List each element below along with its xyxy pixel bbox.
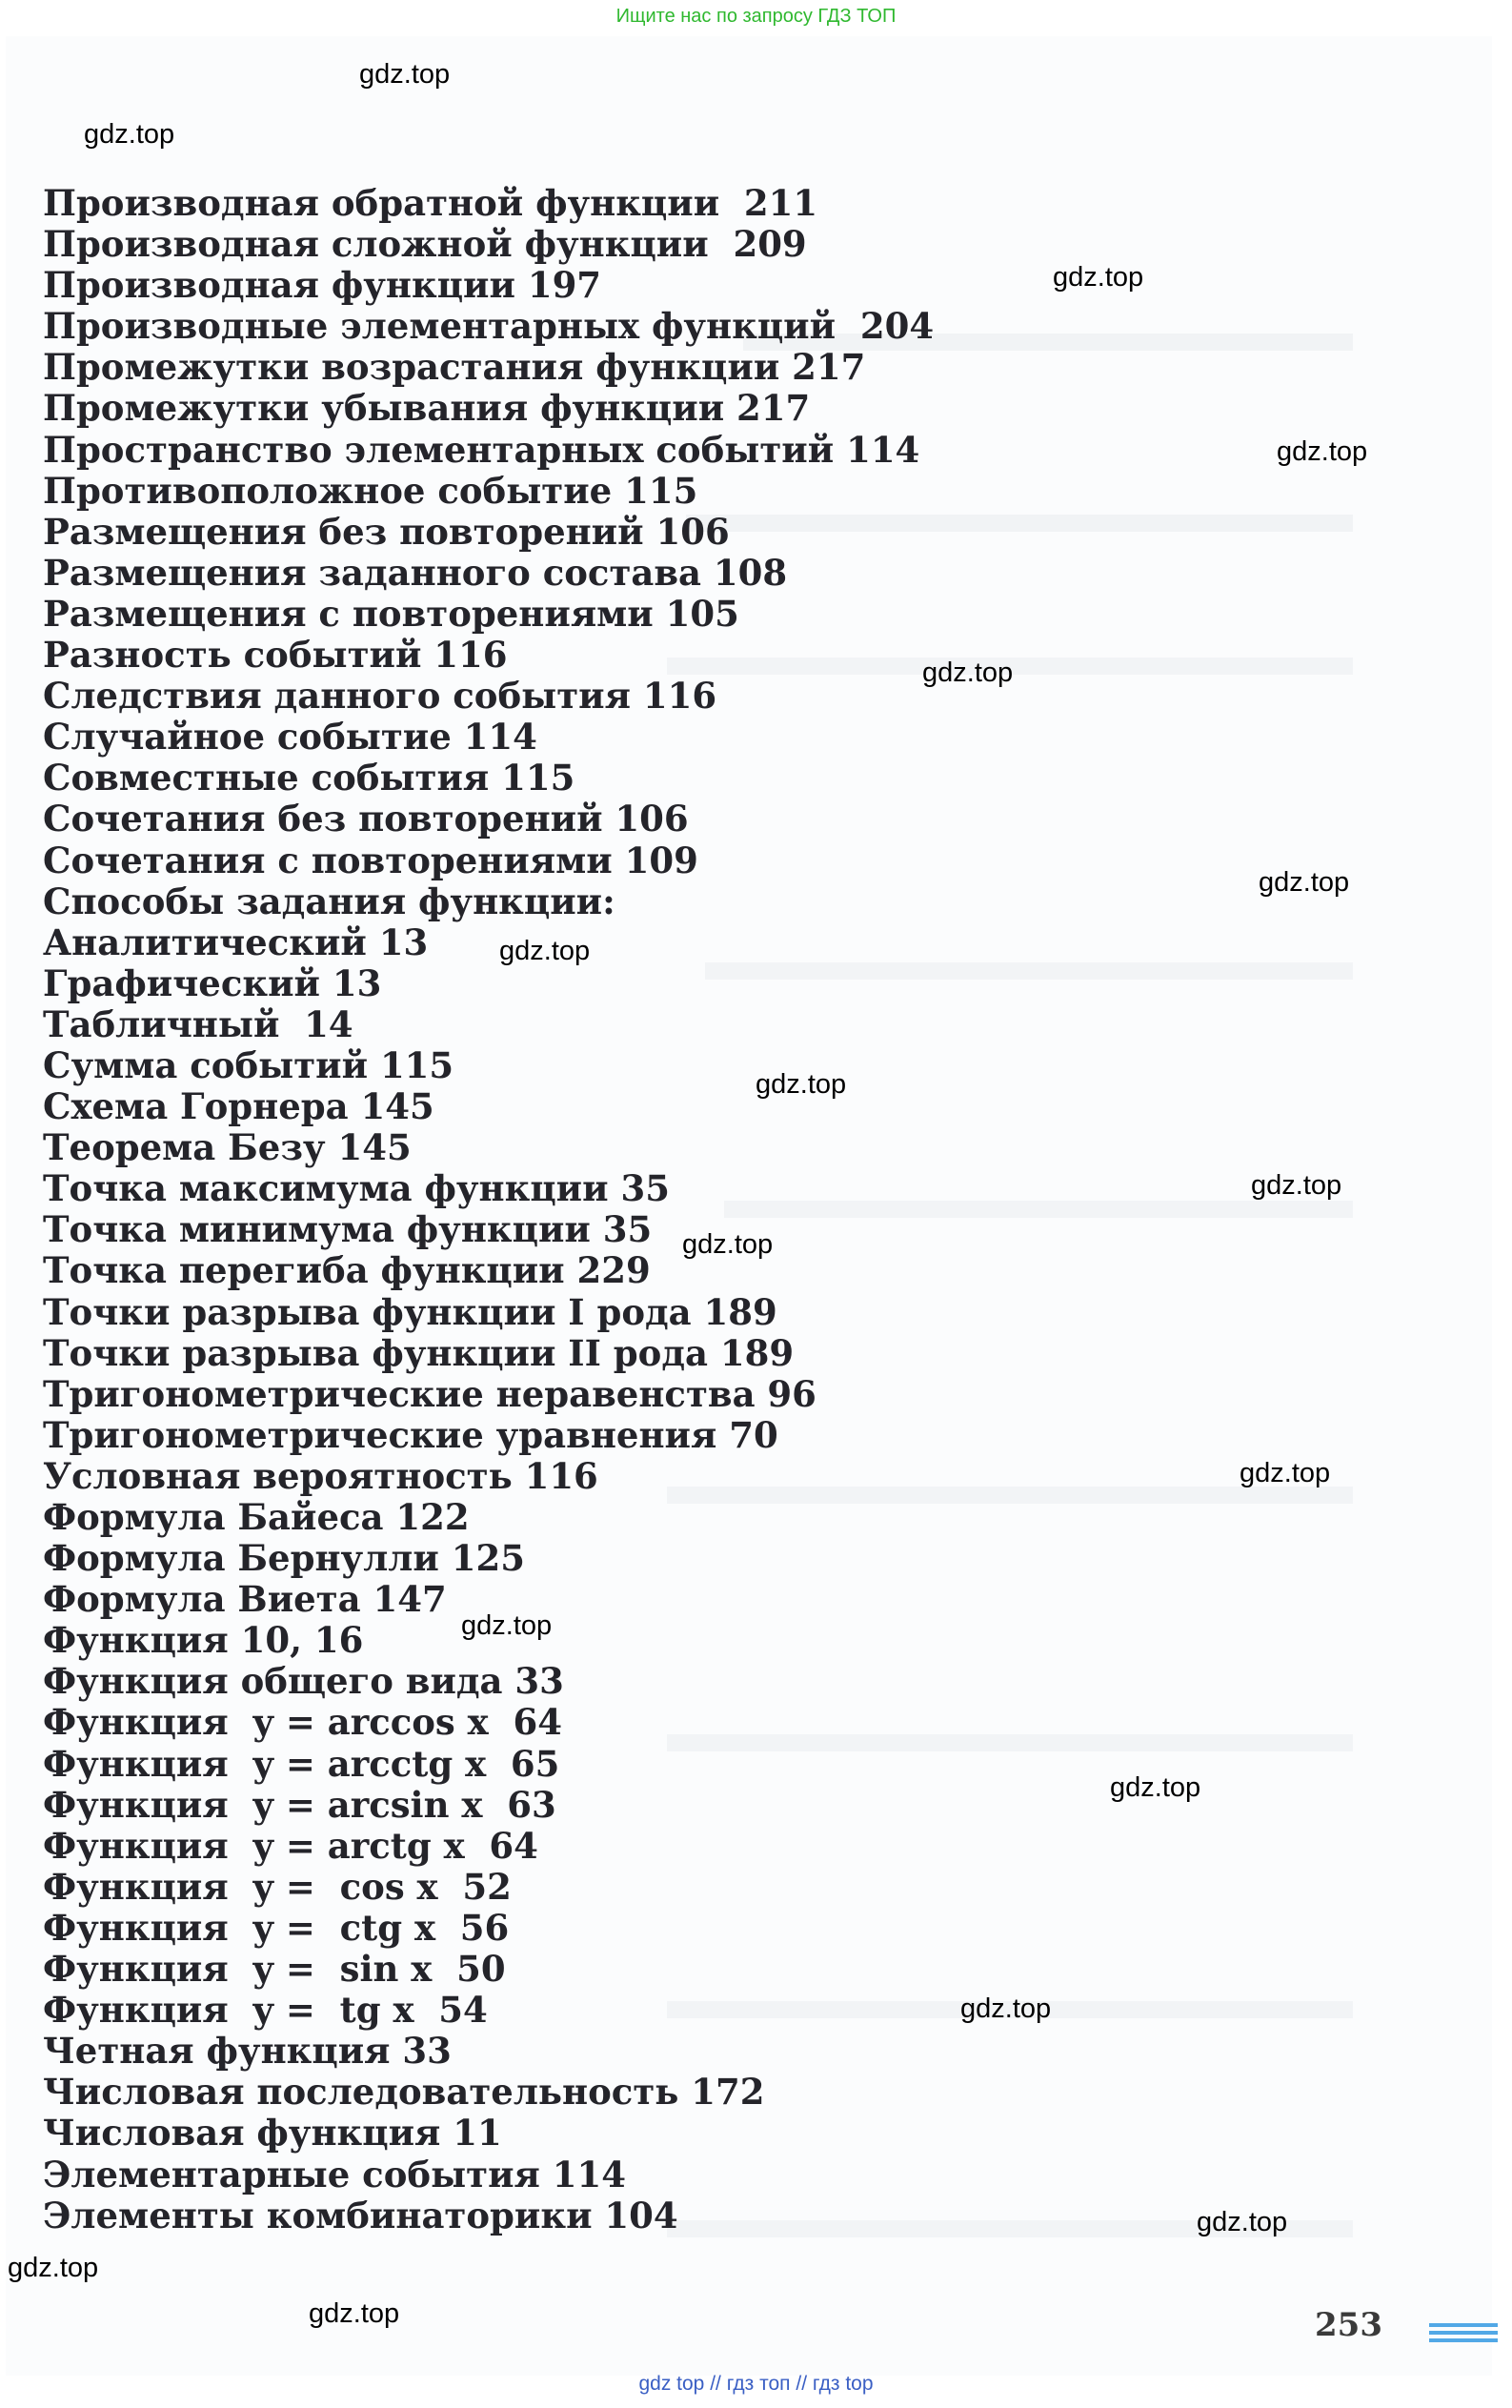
- watermark: gdz.top: [1197, 2207, 1288, 2237]
- watermark: gdz.top: [359, 59, 451, 90]
- index-entry: Функция 10, 16: [43, 1619, 364, 1662]
- index-entry: Табличный 14: [43, 1002, 353, 1045]
- index-entry: Числовая функция 11: [43, 2112, 502, 2155]
- index-entry: Функция y = arcctg x 65: [43, 1742, 560, 1785]
- index-entry: Элементарные события 114: [43, 2153, 626, 2196]
- index-entry: Условная вероятность 116: [43, 1454, 598, 1497]
- watermark: gdz.top: [1277, 436, 1368, 467]
- index-entry: Тригонометрические неравенства 96: [43, 1372, 816, 1415]
- index-entry: Функция y = arcsin x 63: [43, 1783, 556, 1826]
- bottom-banner[interactable]: gdz top // гдз топ // гдз top: [638, 2373, 874, 2395]
- index-entry: Разность событий 116: [43, 634, 508, 677]
- index-entry: Тригонометрические уравнения 70: [43, 1413, 778, 1456]
- index-entry: Функция y = arccos x 64: [43, 1701, 562, 1744]
- watermark: gdz.top: [1251, 1170, 1342, 1201]
- index-entry: Точка максимума функции 35: [43, 1167, 670, 1210]
- index-entry: Сочетания с повторениями 109: [43, 839, 698, 881]
- index-entry: Теорема Безу 145: [43, 1126, 412, 1169]
- watermark: gdz.top: [1259, 867, 1350, 898]
- index-entry: Производная сложной функции 209: [43, 223, 807, 266]
- index-entry: Формула Виета 147: [43, 1578, 447, 1621]
- index-entry: Формула Бернулли 125: [43, 1537, 525, 1580]
- index-entry: Промежутки возрастания функции 217: [43, 346, 866, 389]
- index-entry: Случайное событие 114: [43, 716, 537, 759]
- watermark: gdz.top: [922, 658, 1014, 688]
- index-entry: Сочетания без повторений 106: [43, 798, 689, 840]
- index-entry: Пространство элементарных событий 114: [43, 428, 920, 471]
- watermark: gdz.top: [1110, 1772, 1201, 1803]
- corner-stripe: [1429, 2323, 1498, 2327]
- index-entry: Совместные события 115: [43, 757, 575, 799]
- top-banner[interactable]: Ищите нас по запросу ГДЗ ТОП: [615, 6, 897, 27]
- watermark: gdz.top: [8, 2253, 99, 2283]
- index-entry: Схема Горнера 145: [43, 1085, 434, 1128]
- page-number: 253: [1315, 2306, 1382, 2344]
- index-entry: Функция y = sin x 50: [43, 1948, 506, 1991]
- index-entry: Точка минимума функции 35: [43, 1208, 653, 1251]
- watermark: gdz.top: [1053, 262, 1144, 293]
- index-entry: Функция y = arctg x 64: [43, 1824, 538, 1867]
- index-entry: Точки разрыва функции I рода 189: [43, 1290, 777, 1333]
- index-entry: Производные элементарных функций 204: [43, 305, 935, 348]
- index-entry: Размещения заданного состава 108: [43, 551, 788, 594]
- index-entry: Сумма событий 115: [43, 1043, 454, 1086]
- index-entry: Функция y = ctg x 56: [43, 1906, 510, 1949]
- index-entry: Точки разрыва функции II рода 189: [43, 1331, 795, 1374]
- index-entry: Функция y = cos x 52: [43, 1865, 512, 1908]
- watermark: gdz.top: [84, 119, 175, 150]
- index-entry: Следствия данного события 116: [43, 675, 717, 718]
- index-entry: Способы задания функции:: [43, 880, 615, 922]
- index-entry: Числовая последовательность 172: [43, 2071, 765, 2114]
- index-entry: Формула Байеса 122: [43, 1496, 470, 1538]
- index-entry: Аналитический 13: [43, 921, 429, 963]
- watermark: gdz.top: [756, 1069, 847, 1100]
- corner-stripe: [1429, 2338, 1498, 2342]
- corner-stripe: [1429, 2331, 1498, 2335]
- index-entry: Точка перегиба функции 229: [43, 1249, 651, 1292]
- index-entry: Размещения без повторений 106: [43, 510, 730, 553]
- index-entry: Четная функция 33: [43, 2030, 452, 2073]
- index-entry: Графический 13: [43, 961, 382, 1004]
- watermark: gdz.top: [461, 1610, 553, 1641]
- watermark: gdz.top: [682, 1229, 774, 1260]
- watermark: gdz.top: [309, 2298, 400, 2329]
- watermark: gdz.top: [960, 1993, 1052, 2024]
- index-entry: Функция общего вида 33: [43, 1660, 564, 1703]
- index-entry: Противоположное событие 115: [43, 469, 698, 512]
- watermark: gdz.top: [1240, 1458, 1331, 1488]
- subject-index-list: [43, 183, 934, 2236]
- index-entry: Производная функции 197: [43, 264, 602, 307]
- index-entry: Производная обратной функции 211: [43, 182, 818, 224]
- index-entry: Размещения с повторениями 105: [43, 592, 739, 635]
- index-entry: Промежутки убывания функции 217: [43, 387, 811, 430]
- index-entry: Функция y = tg x 54: [43, 1989, 488, 2032]
- watermark: gdz.top: [499, 936, 591, 966]
- index-entry: Элементы комбинаторики 104: [43, 2194, 678, 2236]
